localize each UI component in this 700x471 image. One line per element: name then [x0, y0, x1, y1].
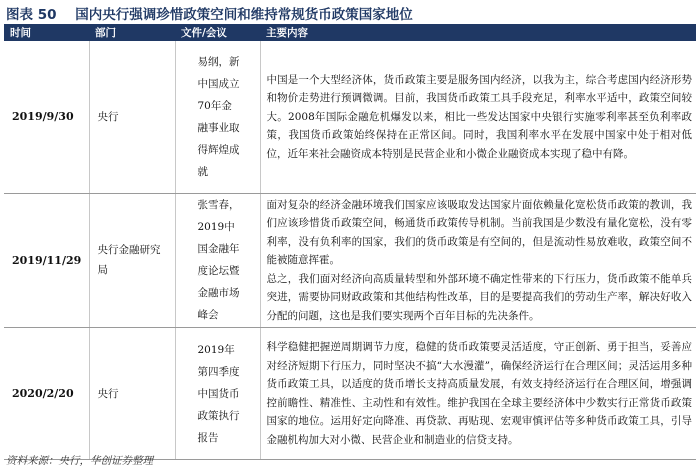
row-document: 张雪春，2019中国金融年度论坛暨金融市场峰会: [175, 193, 260, 328]
table-row: [4, 328, 696, 460]
figure-number: 图表 50: [6, 7, 57, 23]
row-department: 央行: [89, 41, 175, 193]
row-content: [260, 328, 696, 460]
content-paragraph: 科学稳健把握逆周期调节力度，稳健的货币政策要灵活适度，守正创新、勇于担当，妥善应对经济短期下行压力，同时坚决不搞“大水漫灌”，确保经济运行在合理区间；灵活运用多种货币政策工具，以适度的货币增长支持高质量发展，有效支持经济运行在合理区间，增强调控前瞻性、精准性、主动性和有效性。维护我国在全球主要经济体中少数实行正常货币政策国家的地位。运用好定向降准、再贷款、再贴现、宏观审慎评估等多种货币政策工具，引导金融机构加大对小微、民营企业和制造业的信贷支持。: [266, 341, 692, 446]
source-note: 资料来源：央行，华创证券整理: [6, 455, 153, 467]
header-date: 时间: [4, 24, 89, 41]
row-date: 2019/11/29: [4, 193, 89, 328]
content-paragraph: 总之，我们面对经济向高质量转型和外部环境不确定性带来的下行压力，货币政策不能单兵突进，需要协同财政政策和其他结构性改革，目的是要提高我们的劳动生产率，解决好收入分配的问题，这也是我们要实现两个百年目标的先决条件。: [266, 272, 692, 322]
policy-table: [4, 24, 696, 460]
row-date: 2019/9/30: [4, 41, 89, 193]
table-row: [4, 193, 696, 328]
content-paragraph: 面对复杂的经济金融环境我们国家应该吸取发达国家片面依赖量化宽松货币政策的教训，我们应该珍惜货币政策空间，畅通货币政策传导机制。当前我国是少数没有量化宽松，没有零利率，没有负利率的国家，我们的货币政策是有空间的，但是流动性易放难收，政策空间不能被随意挥霍。: [266, 198, 692, 266]
figure-title-text: 国内央行强调珍惜政策空间和维持常规货币政策国家地位: [75, 7, 413, 23]
row-department: 央行: [89, 328, 175, 460]
figure-title: [6, 3, 696, 25]
row-department: 央行金融研究局: [89, 193, 175, 328]
row-document: 易纲，新中国成立70年金融事业取得辉煌成就: [175, 41, 260, 193]
row-content: [260, 193, 696, 328]
table-header-row: [4, 24, 696, 41]
header-content: 主要内容: [260, 24, 696, 41]
row-date: 2020/2/20: [4, 328, 89, 460]
header-document: 文件/会议: [175, 24, 260, 41]
content-paragraph: 中国是一个大型经济体，货币政策主要是服务国内经济，以我为主，综合考虑国内经济形势和物价走势进行预调微调。目前，我国货币政策工具手段充足，利率水平适中，政策空间较大。2008年国际金融危机爆发以来，相比一些发达国家中央银行实施零利率甚至负利率政策，我国货币政策始终保持在正常区间。同时，我国利率水平在发展中国家中处于相对低位，近年来社会融资成本特别是民营企业和小微企业融资成本实现了稳中有降。: [266, 73, 692, 160]
header-department: 部门: [89, 24, 175, 41]
row-document: 2019年第四季度中国货币政策执行报告: [175, 328, 260, 460]
row-content: [260, 41, 696, 193]
table-row: [4, 41, 696, 193]
